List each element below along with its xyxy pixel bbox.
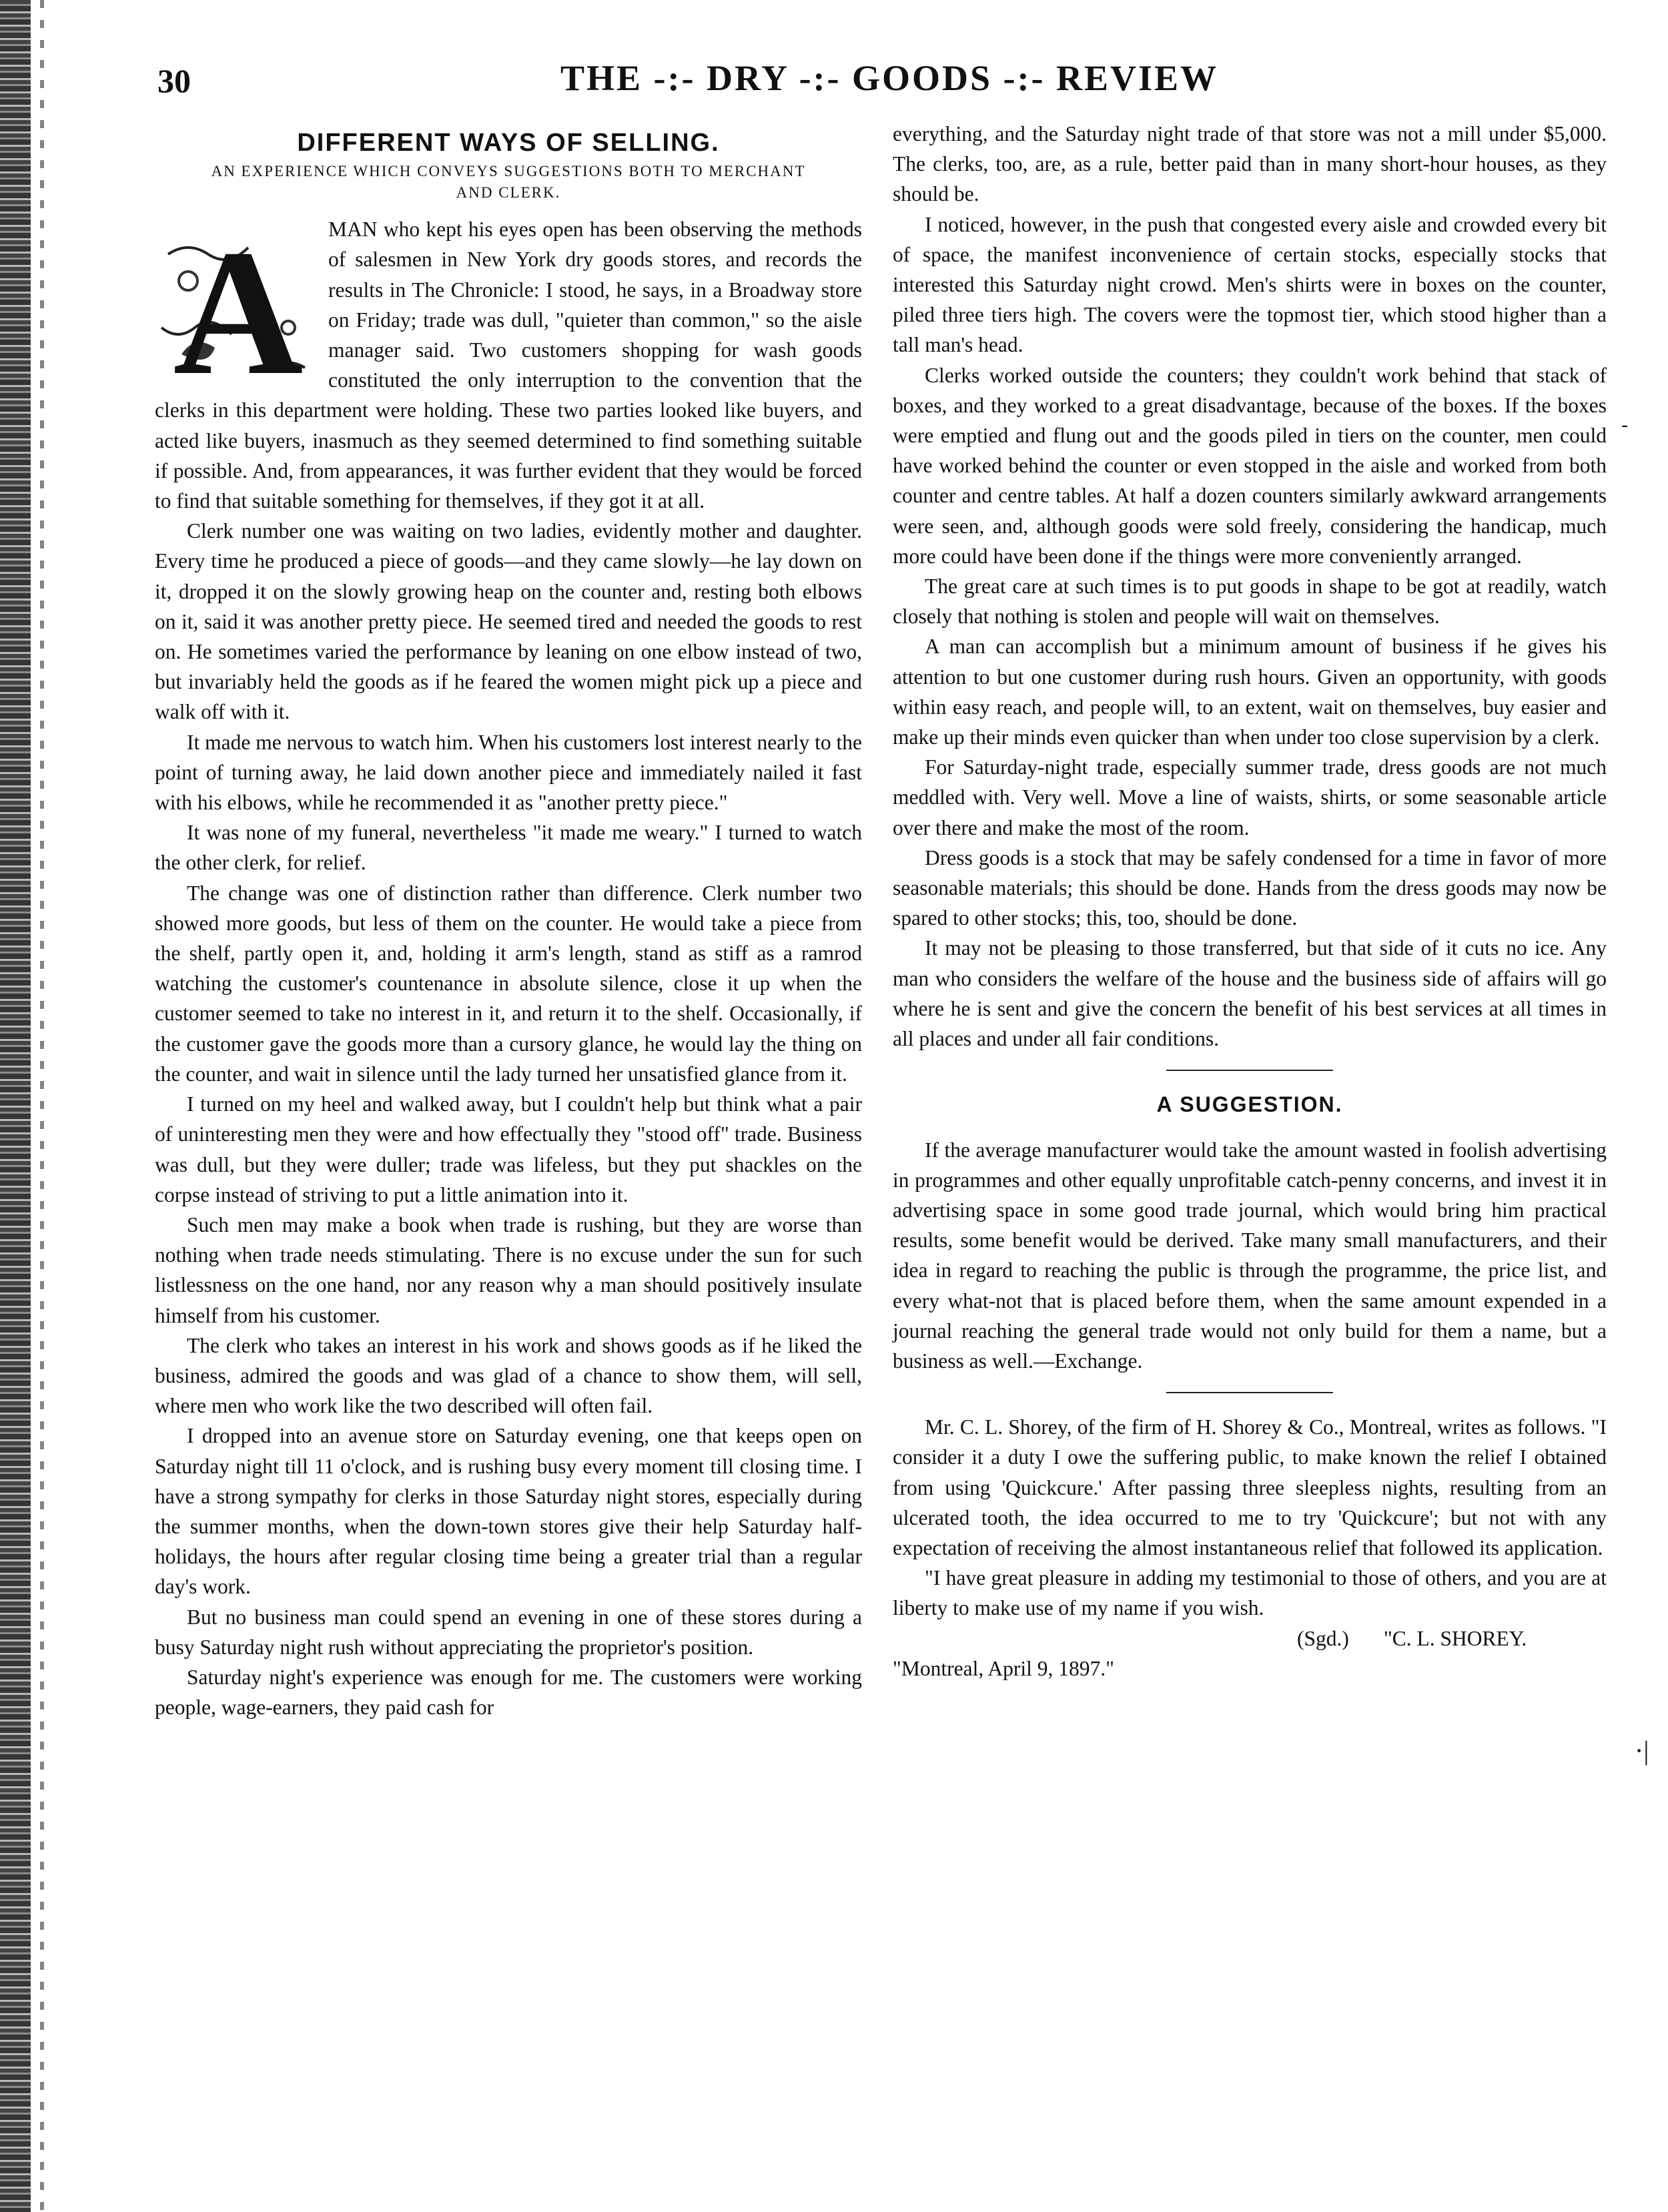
signature-line bbox=[893, 1623, 1607, 1653]
paragraph: The clerk who takes an interest in his work and shows goods as if he liked the business, admired the goods and was glad of a chance to show them, will sell, where men who work like the two described will often fail. bbox=[155, 1333, 862, 1418]
sgd-label: (Sgd.) bbox=[1297, 1626, 1349, 1650]
paragraph: If the average manufacturer would take the amount wasted in foolish advertising in programmes and other equally unprofitable catch-penny concerns, and invest it in advertising space in some good trade journal, which would bring him practical results, some benefit would be derived. Take many small manufacturers, and their idea in regard to reaching the public is through the programme, the price list, and every what-not that is placed before them, when the same amount expended in a journal reaching the general trade would not only build for them a name, but a business as well.—Exchange. bbox=[893, 1138, 1607, 1373]
left-column bbox=[155, 120, 862, 1722]
paragraph: It was none of my funeral, nevertheless "it made me weary." I turned to watch the other clerk, for relief. bbox=[155, 821, 862, 875]
page-number: 30 bbox=[157, 62, 191, 99]
paragraph: I noticed, however, in the push that congested every aisle and crowded every bit of space, the manifest inconvenience of certain stocks, especially stocks that interested this Saturday night crowd. Men's shirts were in boxes on the counter, piled three tiers high. The covers were the topmost tier, which stood higher than a tall man's head. bbox=[893, 212, 1607, 357]
masthead: THE -:- DRY -:- GOODS -:- REVIEW bbox=[560, 58, 1219, 98]
paragraph: Mr. C. L. Shorey, of the firm of H. Shorey & Co., Montreal, writes as follows. "I consider it a duty I owe the suffering public, to make known the relief I obtained from using 'Quickcure.' After passing three sleepless nights, resulting from an ulcerated tooth, the idea occurred to me to try 'Quickcure'; but not with any expectation of receiving the almost instantaneous relief that followed its application. bbox=[893, 1415, 1607, 1559]
paragraph: A man can accomplish but a minimum amount of business if he gives his attention to but one customer during rush hours. Given an opportunity, with goods within easy reach, and people will, to an extent, wait on themselves, buy easier and make up their minds even quicker than when under too close supervision by a clerk. bbox=[893, 635, 1607, 749]
paragraph: "I have great pleasure in adding my testimonial to those of others, and you are at liberty to make use of my name if you wish. bbox=[893, 1566, 1607, 1620]
signature-name: "C. L. SHOREY. bbox=[1383, 1626, 1527, 1650]
scan-edge-shadow bbox=[0, 0, 31, 2212]
drop-cap-letter: A bbox=[173, 214, 304, 395]
paragraph: The great care at such times is to put goods in shape to be got at readily, watch closely that nothing is stolen and people will wait on themselves. bbox=[893, 575, 1607, 629]
dateline: "Montreal, April 9, 1897." bbox=[893, 1656, 1114, 1680]
paragraph: But no business man could spend an evening in one of these stores during a busy Saturday night rush without appreciating the proprietor's position. bbox=[155, 1605, 862, 1659]
section-divider bbox=[1166, 1070, 1333, 1071]
paragraph: Clerks worked outside the counters; they couldn't work behind that stack of boxes, and they worked to a great disadvantage, because of the boxes. If the boxes were emptied and flung out and the goods piled in tiers on the counter, men could have worked behind the counter or even stopped in the aisle and worked from both counter and centre tables. At half a dozen counters similarly awkward arrangements were seen, and, although goods were sold freely, considering the handicap, much more could have been done if the things were more conveniently arranged. bbox=[893, 363, 1607, 568]
paragraph: I dropped into an avenue store on Saturday evening, one that keeps open on Saturday night till 11 o'clock, and is rushing busy every moment till closing time. I have a strong sympathy for clerks in those Saturday night stores, especially during the summer months, when the down-town stores give their help Saturday half-holidays, the hours after regular closing time being a greater trial than a regular day's work. bbox=[155, 1424, 862, 1599]
scan-edge-line bbox=[40, 0, 44, 2212]
article-headline: DIFFERENT WAYS OF SELLING. bbox=[297, 129, 720, 157]
paragraph: The change was one of distinction rather than difference. Clerk number two showed more goods, but less of them on the counter. He would take a piece from the shelf, partly open it, and, holding it arm's length, stand as stiff as a ramrod watching the customer's countenance in absolute silence, close it up when the customer seemed to take no interest in it, and return it to the shelf. Occasionally, if the customer gave the goods more than a cursory glance, he would lay the thing on the counter, and wait in silence until the lady turned her unsatisfied glance from it. bbox=[155, 881, 862, 1086]
right-column bbox=[893, 119, 1607, 1684]
paragraph: Clerk number one was waiting on two ladies, evidently mother and daughter. Every time he produced a piece of goods—and they came slowly—he lay down on it, dropped it on the slowly growing heap on the counter and, resting both elbows on it, said it was another pretty piece. He seemed tired and needed the goods to rest on. He sometimes varied the performance by leaning on one elbow instead of two, but invariably held the goods as if he feared the women might pick up a piece and walk off with it. bbox=[155, 519, 862, 724]
paragraph: It may not be pleasing to those transferred, but that side of it cuts no ice. Any man who considers the welfare of the house and the business side of affairs will go where he is sent and give the concern the benefit of his best services at all times in all places and under all fair conditions. bbox=[893, 936, 1607, 1051]
paragraph: It made me nervous to watch him. When his customers lost interest nearly to the point of turning away, he laid down another piece and immediately nailed it fast with his elbows, while he recommended it as "another pretty piece." bbox=[155, 730, 862, 815]
margin-mark: ·| bbox=[1635, 1736, 1649, 1766]
paragraph: I turned on my heel and walked away, but I couldn't help but think what a pair of uninteresting men they were and how effectually they "stood off" trade. Business was dull, but they were duller; trade was lifeless, but they put shackles on the corpse instead of striving to put a little animation into it. bbox=[155, 1092, 862, 1206]
margin-mark: - bbox=[1621, 414, 1628, 436]
paragraph: For Saturday-night trade, especially summer trade, dress goods are not much meddled with. Very well. Move a line of waists, shirts, or some seasonable article over there and make the most of the room. bbox=[893, 755, 1607, 839]
suggestion-headline: A SUGGESTION. bbox=[1156, 1092, 1343, 1117]
paragraph: everything, and the Saturday night trade of that store was not a mill under $5,000. The clerks, too, are, as a rule, better paid than in many short-hour houses, as they should be. bbox=[893, 122, 1607, 206]
paragraph: Dress goods is a stock that may be safely condensed for a time in favor of more seasonable materials; this should be done. Hands from the dress goods may now be spared to other stocks; this, too, should be done. bbox=[893, 845, 1607, 930]
paragraph: MAN who kept his eyes open has been observing the methods of salesmen in New York dry goods stores, and records the results in The Chronicle: I stood, he says, in a Broadway store on Friday; trade was dull, "quieter than common," so the aisle manager said. Two customers shopping for wash goods constituted the only interruption to the convention that the clerks in this department were holding. These two parties looked like buyers, and acted like buyers, inasmuch as they seemed determined to find something suitable if possible. And, from appearances, it was further evident that they would be forced to find that suitable something for themselves, if they got it at all. bbox=[155, 218, 862, 513]
decorated-drop-cap-a-icon bbox=[155, 214, 322, 394]
paragraph: Such men may make a book when trade is rushing, but they are worse than nothing when trade needs stimulating. There is no excuse under the sun for such listlessness on the one hand, nor any reason why a man should positively insulate himself from his customer. bbox=[155, 1212, 862, 1327]
section-divider bbox=[1166, 1392, 1333, 1393]
article-subhead: AN EXPERIENCE WHICH CONVEYS SUGGESTIONS BOTH TO MERCHANT AND CLERK. bbox=[211, 163, 806, 202]
paragraph: Saturday night's experience was enough for me. The customers were working people, wage-earners, they paid cash for bbox=[155, 1665, 862, 1720]
